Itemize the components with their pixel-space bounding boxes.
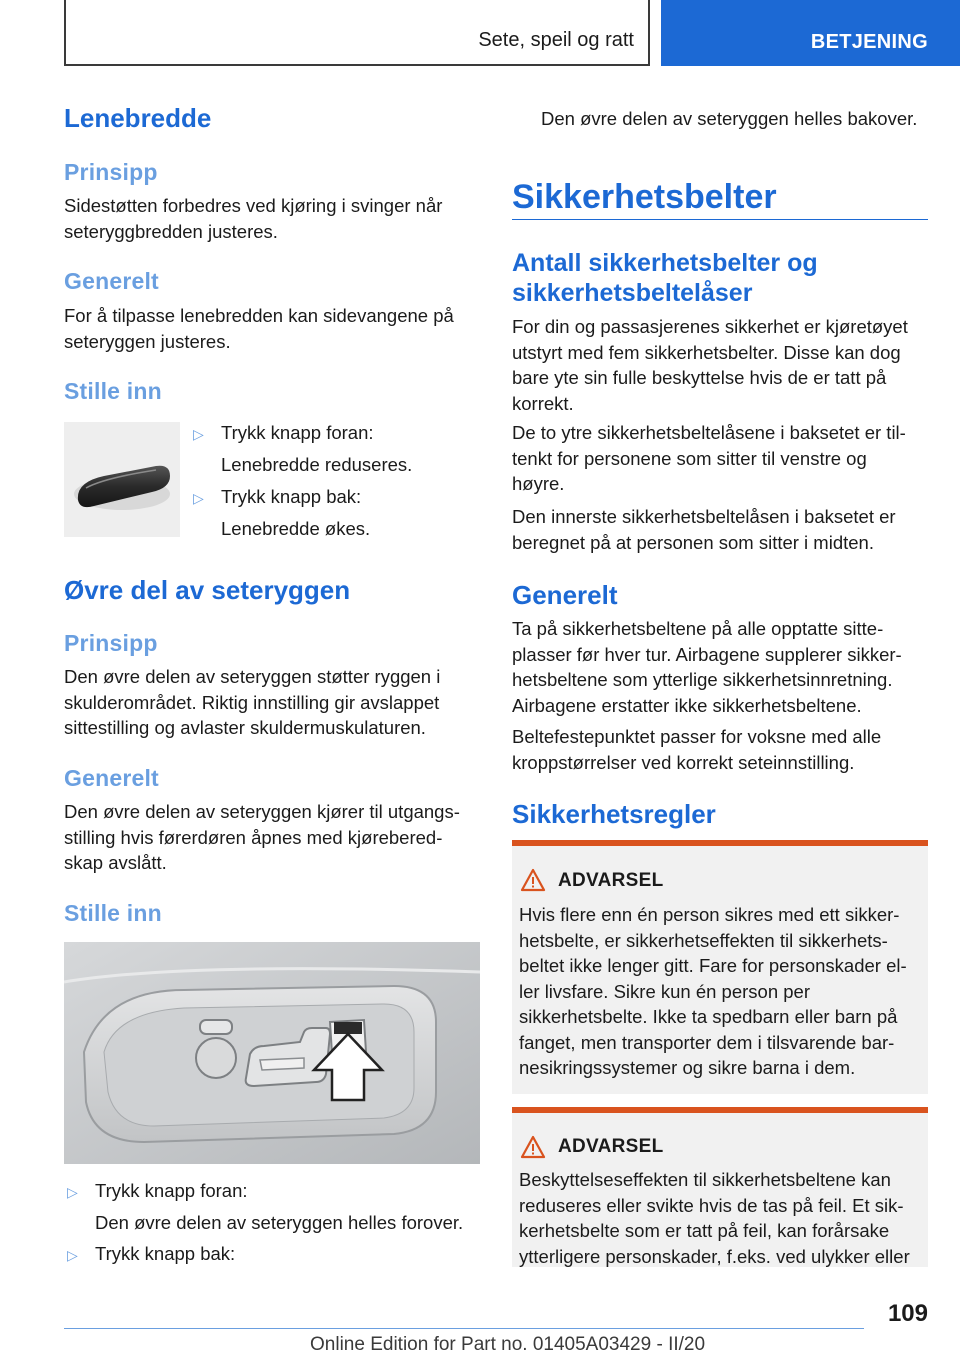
- paragraph-generelt-1: Ta på sikkerhetsbeltene på alle opptatte sitte- plasser før hver tur. Airbagene supplerer sikker- hetsbeltene som ytterlige sikkerhetsinnretning. Airbagene erstatter ikke sikkerhetsbeltene.: [512, 618, 902, 716]
- bullet-result-2: Lenebredde økes.: [221, 518, 371, 539]
- subheading-stille-inn-2: Stille inn: [64, 900, 162, 926]
- paragraph-generelt-1: For å tilpasse lenebredden kan sidevangene på seteryggen justeres.: [64, 305, 454, 352]
- bullet-triangle-icon: ▷: [193, 490, 204, 506]
- section-title-sikkerhetsbelter: Sikkerhetsbelter: [512, 178, 777, 216]
- bullet-action-2: Trykk knapp bak:: [221, 486, 362, 507]
- warning-bar: [512, 840, 928, 846]
- warning-text-1: Hvis flere enn én person sikres med ett sikker- hetsbelte, er sikkerhetseffekten til sikkerhets- beltet ikke lenger gitt. Fare for personskader el- ler livsfare. Sikre kun én person per sikkerhetsbelte. Ikke ta spedbarn eller barn på fanget, men transporter dem i tilsvarende bar- nesikringssystemer og sikre barna i dem.: [519, 904, 907, 1078]
- warning-box-2: [512, 1107, 928, 1267]
- header-section-box: [64, 0, 650, 66]
- subheading-generelt-1: Generelt: [64, 268, 159, 294]
- bullet-action-4: Trykk knapp bak:: [95, 1243, 236, 1264]
- section-title-ovre-del: Øvre del av seteryggen: [64, 575, 351, 605]
- section-title-lenebredde: Lenebredde: [64, 103, 212, 133]
- section-rule: [512, 219, 928, 220]
- lumbar-button-image: [64, 422, 180, 537]
- subheading-prinsipp-1: Prinsipp: [64, 159, 158, 185]
- warning-box-1: [512, 840, 928, 1094]
- bullet-triangle-icon: ▷: [193, 426, 204, 442]
- warning-triangle-icon: [520, 1135, 546, 1164]
- subheading-generelt: Generelt: [512, 580, 618, 610]
- paragraph-generelt-2: Beltefestepunktet passer for voksne med alle kroppstørrelser ved korrekt seteinnstilling.: [512, 726, 882, 773]
- subheading-sikkerhetsregler: Sikkerhetsregler: [512, 799, 716, 829]
- warning-text-2: Beskyttelseseffekten til sikkerhetsbeltene kan reduseres eller svikte hvis de tas på feil. Et sik- kerhetsbelte som er tatt på feil, kan forårsake ytterligere personskader, f.eks. ved ulykker eller: [519, 1169, 910, 1267]
- header-section-title: Sete, speil og ratt: [478, 29, 634, 51]
- warning-title-2: ADVARSEL: [558, 1136, 664, 1157]
- header-chapter-title: BETJENING: [810, 31, 928, 53]
- bullet-triangle-icon: ▷: [67, 1184, 78, 1200]
- bullet-action-1: Trykk knapp foran:: [221, 422, 374, 443]
- footer-rule: [64, 1328, 864, 1329]
- paragraph-prinsipp-1: Sidestøtten forbedres ved kjøring i svinger når seteryggbredden justeres.: [64, 195, 443, 242]
- paragraph-antall-2: De to ytre sikkerhetsbeltelåsene i baksetet er til- tenkt for personene som sitter til venstre og høyre.: [512, 422, 906, 494]
- seat-control-image: [64, 942, 480, 1164]
- bullet-result-1: Lenebredde reduseres.: [221, 454, 413, 475]
- paragraph-generelt-2: Den øvre delen av seteryggen kjører til utgangs- stilling hvis førerdøren åpnes med kjørebered- skap avslått.: [64, 801, 460, 873]
- bullet-action-3: Trykk knapp foran:: [95, 1180, 248, 1201]
- footer-edition: Online Edition for Part no. 01405A03429 - II/20: [310, 1334, 706, 1355]
- paragraph-antall-3: Den innerste sikkerhetsbeltelåsen i baksetet er beregnet på at personen som sitter i midten.: [512, 506, 896, 553]
- subheading-antall: Antall sikkerhetsbelter og sikkerhetsbeltelåser: [512, 249, 818, 307]
- header-chapter-box: [661, 0, 960, 66]
- bullet-triangle-icon: ▷: [67, 1247, 78, 1263]
- subheading-stille-inn-1: Stille inn: [64, 378, 162, 404]
- subheading-generelt-2: Generelt: [64, 765, 159, 791]
- warning-triangle-icon: [520, 868, 546, 897]
- bullet-result-3: Den øvre delen av seteryggen helles forover.: [95, 1212, 464, 1233]
- paragraph-antall-1: For din og passasjerenes sikkerhet er kjøretøyet utstyrt med fem sikkerhetsbelter. Disse kan dog bare yte sin fulle beskyttelse hvis de er tatt på korrekt.: [512, 316, 908, 414]
- continued-text: Den øvre delen av seteryggen helles bakover.: [541, 108, 918, 129]
- subheading-prinsipp-2: Prinsipp: [64, 630, 158, 656]
- warning-title-1: ADVARSEL: [558, 870, 664, 891]
- warning-bar: [512, 1107, 928, 1113]
- page-number: 109: [887, 1300, 928, 1327]
- paragraph-prinsipp-2: Den øvre delen av seteryggen støtter ryggen i skulderområdet. Riktig innstilling gir avslappet sittestilling og avlaster skuldermuskulaturen.: [64, 666, 441, 738]
